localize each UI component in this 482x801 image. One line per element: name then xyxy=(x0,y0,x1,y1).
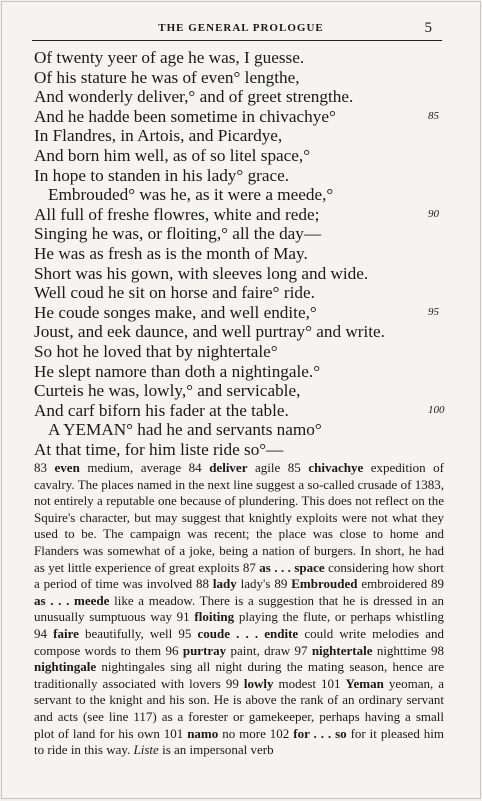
verse-line xyxy=(34,87,444,107)
verse-line-text: He was as fresh as is the month of May. xyxy=(34,243,308,263)
gloss-headword: nightertale xyxy=(311,642,373,658)
verse-line-text: Joust, and eek daunce, and well purtray° and write. xyxy=(34,322,385,342)
gloss-headword: deliver xyxy=(209,460,248,475)
verse-line-text: Short was his gown, with sleeves long and wide. xyxy=(34,263,369,283)
gloss-text: for it pleased him to ride in this way. xyxy=(34,725,444,758)
verse-line xyxy=(34,381,444,401)
gloss-text: Liste xyxy=(133,742,159,758)
verse-line xyxy=(34,185,444,205)
verse-line-text: He coude songes make, and well endite,° xyxy=(34,302,317,322)
gloss-text: yeoman, a servant to the knight and his son. He is above the rank of an ordinary servant and acts (see line 117) as a forester or gamekeeper, perhaps having a small plot of land for his own 101 xyxy=(34,675,445,741)
gloss-text: nightingales sing all night during the mating season, hence are traditionally associated with lovers 99 xyxy=(34,659,444,691)
verse-line-text: Of twenty yeer of age he was, I guesse. xyxy=(34,48,305,67)
line-number: 90 xyxy=(428,207,439,220)
verse-line xyxy=(34,362,444,382)
gloss-headword: lowly xyxy=(243,675,274,691)
gloss-text: 83 xyxy=(34,460,55,475)
gloss-headword: as . . . meede xyxy=(34,592,110,608)
line-number: 95 xyxy=(428,305,439,318)
running-header: THE GENERAL PROLOGUE xyxy=(158,22,324,34)
gloss-text: is an impersonal verb xyxy=(158,742,274,758)
verse-line xyxy=(34,146,444,166)
gloss-headword: coude . . . endite xyxy=(197,625,299,641)
verse-line-text: He slept namore than doth a nightingale.° xyxy=(34,361,321,381)
gloss-text: beautifully, well 95 xyxy=(78,625,198,641)
verse-line xyxy=(34,401,444,421)
footnotes xyxy=(34,460,444,759)
gloss-text: no more 102 xyxy=(218,725,294,741)
gloss-headword: purtray xyxy=(182,642,227,658)
gloss-headword: namo xyxy=(187,725,219,741)
gloss-text: nighttime 98 xyxy=(372,642,444,658)
verse-line xyxy=(34,48,444,68)
gloss-text: expedition of cavalry. The places named in the next line suggest a so-called crusade of 1383, not entirely a reputable one because of plundering. This does not reflect on the Squire's character, but may suggest that knightly exploits were not what they used to be. The campaign was recent; the place was close to home and Flanders was somewhat of a joke, being a nation of burgers. In short, he had as yet little experience of great exploits 87 xyxy=(34,460,444,575)
gloss-headword: lady xyxy=(212,576,237,592)
verse-line xyxy=(34,166,444,186)
verse-line xyxy=(34,440,444,460)
verse-line-text: In hope to standen in his lady° grace. xyxy=(34,165,290,185)
verse-line-text: Of his stature he was of even° lengthe, xyxy=(34,67,300,87)
verse-line-text: Curteis he was, lowly,° and servicable, xyxy=(34,381,301,401)
gloss-text: modest 101 xyxy=(273,675,346,691)
verse-line xyxy=(34,205,444,225)
gloss-text: could write melodies and compose words to them 96 xyxy=(34,625,444,658)
verse-line xyxy=(34,283,444,303)
book-page xyxy=(1,1,481,799)
verse-line xyxy=(34,420,444,440)
gloss-text: like a meadow. There is a suggestion that he is dressed in an unusually sumptuous way 91 xyxy=(34,592,444,625)
verse-line xyxy=(34,126,444,146)
gloss-headword: as . . . space xyxy=(259,559,325,575)
verse-line-text: And wonderly deliver,° and of greet strengthe. xyxy=(34,87,354,107)
gloss-headword: even xyxy=(54,460,80,475)
verse-line xyxy=(34,322,444,342)
verse-line-text: Well coud he sit on horse and faire° ride. xyxy=(34,283,315,303)
line-number: 100 xyxy=(428,403,445,416)
verse-line-text: Singing he was, or floiting,° all the day— xyxy=(34,224,322,244)
verse-line xyxy=(34,342,444,362)
verse-line-text: And born him well, as of so litel space,° xyxy=(34,145,311,165)
verse-line-text: All full of freshe flowres, white and rede; xyxy=(34,204,320,224)
gloss-headword: floiting xyxy=(194,609,235,625)
verse-line xyxy=(34,244,444,264)
verse-line xyxy=(34,303,444,323)
line-number: 85 xyxy=(428,109,439,122)
gloss-headword: faire xyxy=(53,625,79,641)
verse-line xyxy=(34,107,444,127)
verse-line xyxy=(34,224,444,244)
verse-line xyxy=(34,68,444,88)
gloss-text: embroidered 89 xyxy=(357,576,444,592)
verse-line-text: Embrouded° was he, as it were a meede,° xyxy=(48,185,334,205)
verse-line-text: So hot he loved that by nightertale° xyxy=(34,341,278,361)
verse-line-text: At that time, for him liste ride so°— xyxy=(34,439,284,459)
gloss-headword: Embrouded xyxy=(291,576,358,592)
verse-line-text: And he hadde been sometime in chivachye° xyxy=(34,106,336,126)
verse-line xyxy=(34,264,444,284)
page-number: 5 xyxy=(424,20,432,36)
gloss-headword: Yeman xyxy=(345,675,384,691)
header-rule xyxy=(32,40,442,41)
verse-line-text: And carf biforn his fader at the table. xyxy=(34,400,289,420)
gloss-text: paint, draw 97 xyxy=(226,642,312,658)
verse-text xyxy=(34,48,444,459)
gloss-text: medium, average 84 xyxy=(79,460,210,475)
gloss-text: lady's 89 xyxy=(236,576,292,592)
verse-line-text: In Flandres, in Artois, and Picardye, xyxy=(34,126,283,146)
verse-line-text: A YEMAN° had he and servants namo° xyxy=(48,420,322,440)
gloss-text: considering how short a period of time was involved 88 xyxy=(34,559,444,592)
gloss-text: playing the flute, or perhaps whistling 94 xyxy=(34,609,444,641)
gloss-headword: for . . . so xyxy=(293,725,347,741)
gloss-text: agile 85 xyxy=(247,460,309,475)
gloss-headword: nightingale xyxy=(34,659,97,675)
gloss-headword: chivachye xyxy=(308,460,364,475)
